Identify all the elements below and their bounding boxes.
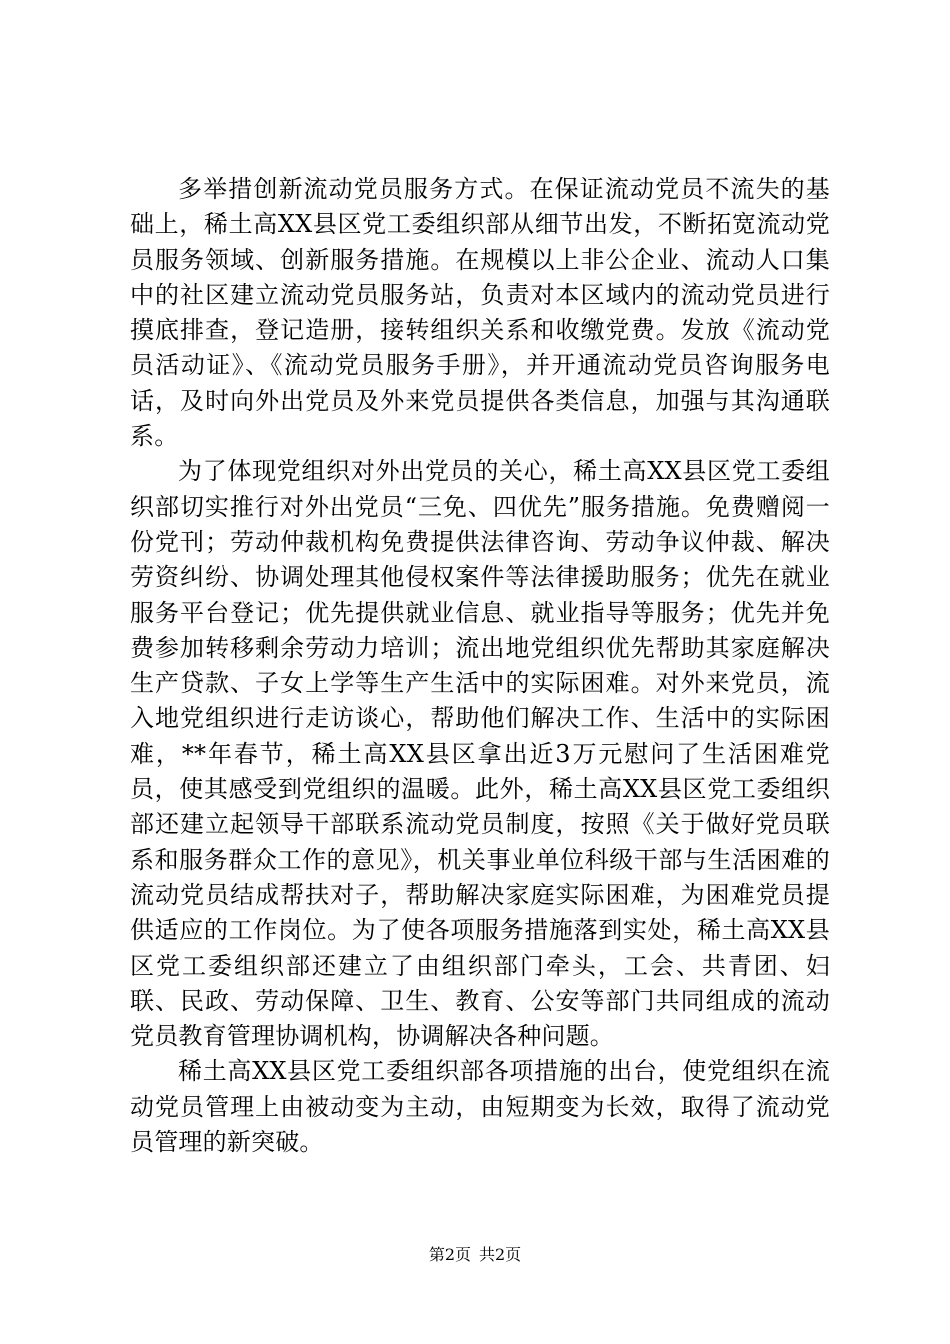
page-number-total: 共2页 bbox=[479, 1245, 522, 1264]
document-body bbox=[130, 172, 830, 1160]
page-footer bbox=[0, 1245, 950, 1265]
paragraph-3: 稀土高XX县区党工委组织部各项措施的出台，使党组织在流动党员管理上由被动变为主动，由短期变为长效，取得了流动党员管理的新突破。 bbox=[130, 1057, 830, 1157]
paragraph-2: 为了体现党组织对外出党员的关心，稀土高XX县区党工委组织部切实推行对外出党员“三免、四优先”服务措施。免费赠阅一份党刊；劳动仲裁机构免费提供法律咨询、劳动争议仲裁、解决劳资纠纷、协调处理其他侵权案件等法律援助服务；优先在就业服务平台登记；优先提供就业信息、就业指导等服务；优先并免费参加转移剩余劳动力培训；流出地党组织优先帮助其家庭解决生产贷款、子女上学等生产生活中的实际困难。对外来党员，流入地党组织进行走访谈心，帮助他们解决工作、生活中的实际困难，**年春节，稀土高XX县区拿出近3万元慰问了生活困难党员，使其感受到党组织的温暖。此外，稀土高XX县区党工委组织部还建立起领导干部联系流动党员制度，按照《关于做好党员联系和服务群众工作的意见》，机关事业单位科级干部与生活困难的流动党员结成帮扶对子，帮助解决家庭实际困难，为困难党员提供适应的工作岗位。为了使各项服务措施落到实处，稀土高XX县区党工委组织部还建立了由组织部门牵头，工会、共青团、妇联、民政、劳动保障、卫生、教育、公安等部门共同组成的流动党员教育管理协调机构，协调解决各种问题。 bbox=[130, 457, 830, 1051]
page-number-current: 第2页 bbox=[428, 1245, 471, 1264]
paragraph-1: 多举措创新流动党员服务方式。在保证流动党员不流失的基础上，稀土高XX县区党工委组织部从细节出发，不断拓宽流动党员服务领域、创新服务措施。在规模以上非公企业、流动人口集中的社区建立流动党员服务站，负责对本区域内的流动党员进行摸底排查，登记造册，接转组织关系和收缴党费。发放《流动党员活动证》、《流动党员服务手册》，并开通流动党员咨询服务电话，及时向外出党员及外来党员提供各类信息，加强与其沟通联系。 bbox=[130, 175, 830, 451]
